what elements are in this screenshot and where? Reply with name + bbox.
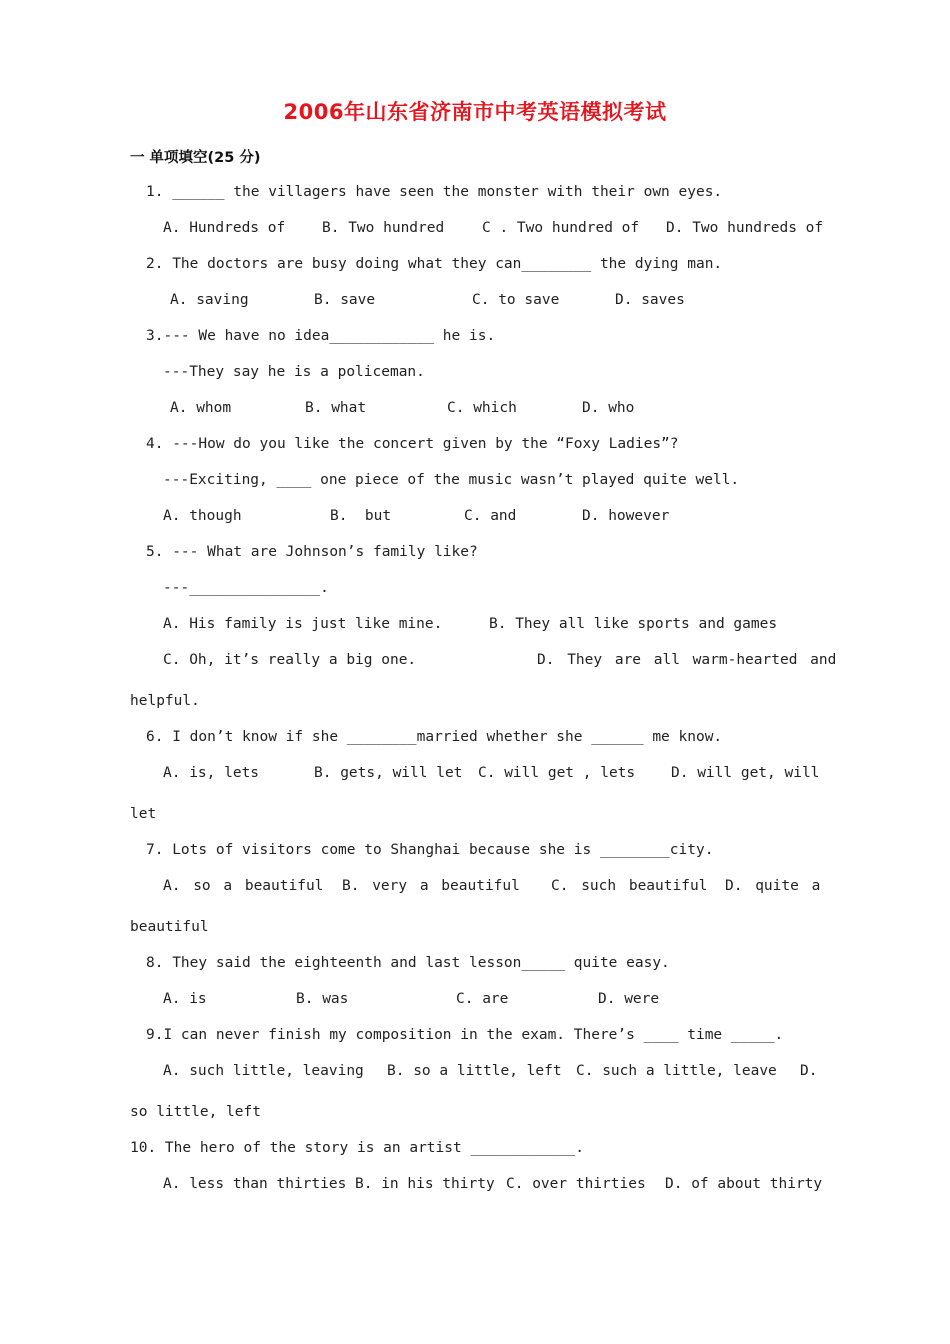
question-6-option-c: C. will get , lets: [478, 765, 636, 781]
question-10-option-c: C. over thirties: [506, 1176, 646, 1192]
question-1-option-d: D. Two hundreds of: [666, 220, 824, 236]
question-7-stem: 7. Lots of visitors come to Shanghai because she is ________city.: [146, 842, 714, 858]
question-5-option-d-cont: helpful.: [130, 693, 200, 709]
question-2-option-a: A. saving: [170, 292, 249, 308]
question-8-option-c: C. are: [456, 991, 509, 1007]
question-3-stem: 3.--- We have no idea____________ he is.: [146, 328, 496, 344]
question-1-stem: 1. ______ the villagers have seen the monster with their own eyes.: [146, 184, 723, 200]
question-7-option-d: D. quite a: [725, 878, 821, 894]
question-3-stem-reply: ---They say he is a policeman.: [163, 364, 425, 380]
question-2-stem: 2. The doctors are busy doing what they can________ the dying man.: [146, 256, 723, 272]
question-10-option-d: D. of about thirty: [665, 1176, 823, 1192]
question-3-option-b: B. what: [305, 400, 367, 416]
question-2-option-d: D. saves: [615, 292, 685, 308]
question-6-stem: 6. I don’t know if she ________married whether she ______ me know.: [146, 729, 723, 745]
question-2-option-b: B. save: [314, 292, 376, 308]
question-10-option-b: B. in his thirty: [355, 1176, 495, 1192]
question-4-option-a: A. though: [163, 508, 242, 524]
question-8-option-d: D. were: [598, 991, 660, 1007]
question-6-option-b: B. gets, will let: [314, 765, 463, 781]
question-1-option-a: A. Hundreds of: [163, 220, 286, 236]
question-5-option-d: D. They are all warm-hearted and: [537, 652, 837, 668]
question-4-stem-reply: ---Exciting, ____ one piece of the music wasn’t played quite well.: [163, 472, 740, 488]
question-8-stem: 8. They said the eighteenth and last lesson_____ quite easy.: [146, 955, 670, 971]
question-4-option-d: D. however: [582, 508, 670, 524]
question-9-stem: 9.I can never finish my composition in the exam. There’s ____ time _____.: [146, 1027, 784, 1043]
question-6-option-d: D. will get, will: [671, 765, 820, 781]
question-8-option-b: B. was: [296, 991, 349, 1007]
question-4-option-b: B. but: [330, 508, 392, 524]
question-9-option-a: A. such little, leaving: [163, 1063, 364, 1079]
question-7-option-d-cont: beautiful: [130, 919, 209, 935]
question-9-option-d-cont: so little, left: [130, 1104, 261, 1120]
question-3-option-d: D. who: [582, 400, 635, 416]
question-5-option-b: B. They all like sports and games: [489, 616, 778, 632]
question-1-option-c: C . Two hundred of: [482, 220, 640, 236]
question-4-option-c: C. and: [464, 508, 517, 524]
question-7-option-a: A. so a beautiful: [163, 878, 324, 894]
question-10-option-a: A. less than thirties: [163, 1176, 347, 1192]
question-2-option-c: C. to save: [472, 292, 560, 308]
question-6-option-d-cont: let: [130, 806, 157, 822]
question-5-stem-reply: ---_______________.: [163, 580, 329, 596]
question-5-option-c: C. Oh, it’s really a big one.: [163, 652, 417, 668]
question-9-option-b: B. so a little, left: [387, 1063, 562, 1079]
question-4-stem: 4. ---How do you like the concert given by the “Foxy Ladies”?: [146, 436, 679, 452]
question-7-option-c: C. such beautiful: [551, 878, 708, 894]
question-3-option-a: A. whom: [170, 400, 232, 416]
question-1-option-b: B. Two hundred: [322, 220, 445, 236]
section-heading: 一 单项填空(25 分): [130, 150, 261, 166]
question-3-option-c: C. which: [447, 400, 517, 416]
question-9-option-c: C. such a little, leave: [576, 1063, 777, 1079]
question-5-stem: 5. --- What are Johnson’s family like?: [146, 544, 478, 560]
question-7-option-b: B. very a beautiful: [342, 878, 520, 894]
page-title: 2006年山东省济南市中考英语模拟考试: [283, 100, 667, 124]
question-8-option-a: A. is: [163, 991, 207, 1007]
question-5-option-a: A. His family is just like mine.: [163, 616, 443, 632]
question-9-option-d: D.: [800, 1063, 818, 1079]
question-10-stem: 10. The hero of the story is an artist ____________.: [130, 1140, 584, 1156]
question-6-option-a: A. is, lets: [163, 765, 260, 781]
